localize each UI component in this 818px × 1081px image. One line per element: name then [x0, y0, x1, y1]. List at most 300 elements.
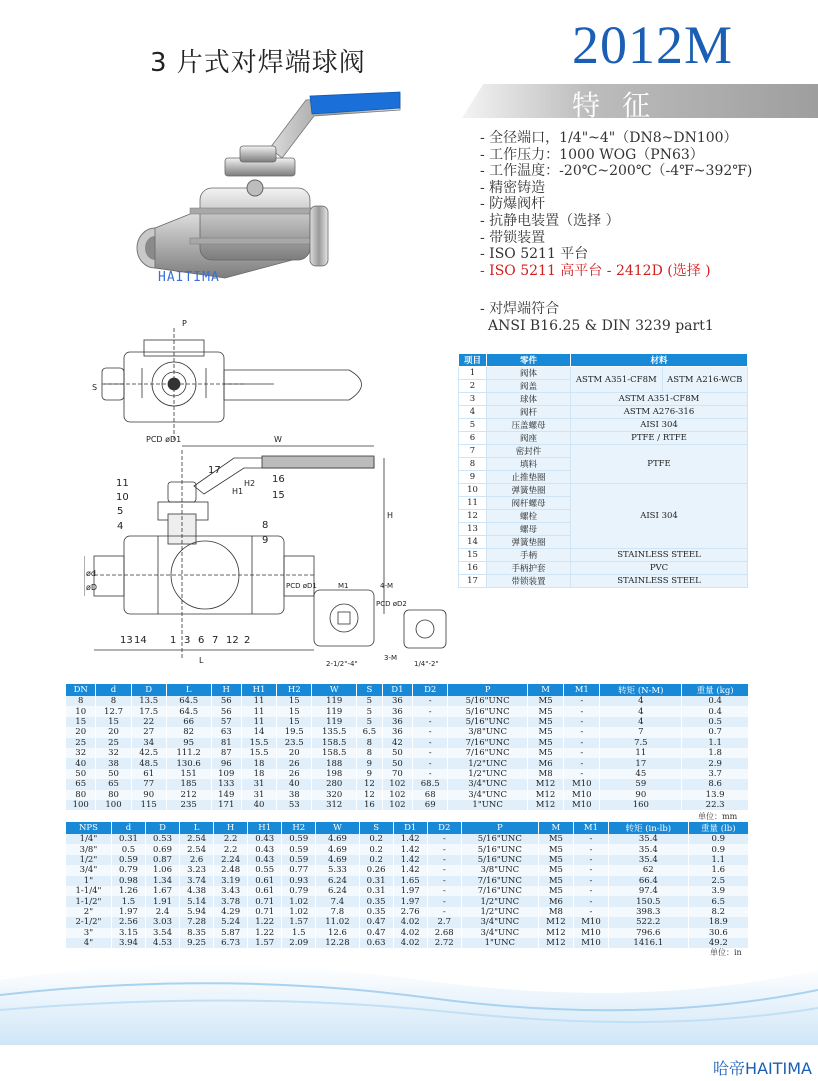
spec-cell: 5/16"UNC — [461, 844, 538, 854]
spec-cell: 32 — [66, 748, 96, 758]
spec-cell: 212 — [166, 790, 211, 800]
spec-cell: 38 — [96, 758, 131, 768]
spec-cell: 12.28 — [316, 938, 359, 948]
parts-name: 手柄护套 — [487, 562, 571, 575]
spec-cell: 5.87 — [214, 928, 248, 938]
parts-no: 5 — [459, 419, 487, 432]
spec-header: S — [359, 822, 393, 834]
spec-cell: 6.5 — [357, 727, 383, 737]
spec-cell: 25 — [96, 738, 131, 748]
spec-cell: 0.9 — [688, 844, 748, 854]
spec-cell: 80 — [66, 790, 96, 800]
parts-row — [459, 419, 748, 432]
parts-no: 2 — [459, 380, 487, 393]
spec-cell: 3.19 — [214, 876, 248, 886]
spec-cell: M12 — [527, 779, 563, 789]
features-list — [480, 130, 752, 335]
spec-cell: 8 — [66, 696, 96, 706]
technical-drawing — [84, 318, 454, 668]
spec-cell: 1/2"UNC — [448, 758, 528, 768]
parts-name: 螺母 — [487, 523, 571, 536]
spec-cell: 1.5 — [111, 896, 145, 906]
spec-cell: 4.69 — [316, 844, 359, 854]
spec-cell: 95 — [166, 738, 211, 748]
spec-header: 重量 (kg) — [682, 684, 748, 696]
spec-cell: 1/2"UNC — [448, 769, 528, 779]
spec-header: H2 — [277, 684, 312, 696]
page-title: 3 片式对焊端球阀 — [150, 48, 366, 78]
spec-cell: 4.02 — [393, 917, 427, 927]
spec-cell: - — [413, 717, 448, 727]
spec-cell: 102 — [382, 779, 412, 789]
callout-14: 14 — [134, 635, 147, 646]
spec-cell: M5 — [527, 706, 563, 716]
spec-cell: 0.87 — [145, 855, 179, 865]
footer-decoration — [0, 950, 818, 1045]
spec-cell: 198 — [312, 769, 357, 779]
spec-cell: 6.73 — [214, 938, 248, 948]
spec-cell: 0.43 — [248, 855, 282, 865]
spec-cell: M5 — [538, 855, 573, 865]
callout-16: 16 — [272, 474, 285, 485]
spec-cell: 3.54 — [145, 928, 179, 938]
spec-cell: 8 — [96, 696, 131, 706]
features-title: 特征 — [572, 89, 673, 122]
spec-cell: 4.02 — [393, 938, 427, 948]
parts-row — [459, 393, 748, 406]
spec-header: H1 — [241, 684, 276, 696]
spec-cell: 90 — [600, 790, 682, 800]
spec-cell: 16 — [357, 800, 383, 810]
dim-D: øD — [86, 583, 98, 592]
spec-cell: 7.4 — [316, 896, 359, 906]
dim-3m: 3-M — [384, 654, 398, 662]
spec-cell: 1/4" — [66, 834, 112, 844]
spec-cell: 3.78 — [214, 896, 248, 906]
parts-name: 球体 — [487, 393, 571, 406]
spec-cell: M12 — [527, 790, 563, 800]
spec-cell: 1-1/2" — [66, 896, 112, 906]
spec-cell: 133 — [211, 779, 241, 789]
spec-cell: 2.9 — [682, 758, 748, 768]
spec-cell: - — [427, 844, 461, 854]
spec-cell: 1.5 — [282, 928, 316, 938]
spec-cell: 61 — [131, 769, 166, 779]
callout-10: 10 — [116, 492, 129, 503]
spec-cell: 11 — [241, 717, 276, 727]
spec-cell: 0.35 — [359, 896, 393, 906]
parts-material: PTFE — [571, 445, 748, 484]
spec-cell: 50 — [96, 769, 131, 779]
spec-cell: M5 — [538, 844, 573, 854]
spec-cell: 2.24 — [214, 855, 248, 865]
callout-6: 6 — [198, 635, 205, 646]
spec-cell: 15 — [96, 717, 131, 727]
spec-cell: M10 — [573, 938, 608, 948]
parts-no: 10 — [459, 484, 487, 497]
spec-cell: 3.94 — [111, 938, 145, 948]
spec-cell: 3/8" — [66, 844, 112, 854]
spec-cell: 2.4 — [145, 907, 179, 917]
spec-cell: M8 — [538, 907, 573, 917]
spec-cell: 3/4"UNC — [448, 790, 528, 800]
callout-5: 5 — [117, 506, 124, 517]
parts-no: 3 — [459, 393, 487, 406]
spec-cell: 1416.1 — [609, 938, 689, 948]
spec-cell: 0.79 — [282, 886, 316, 896]
weld-spec — [480, 301, 752, 334]
spec-cell: 40 — [241, 800, 276, 810]
spec-cell: 0.9 — [688, 834, 748, 844]
spec-cell: 796.6 — [609, 928, 689, 938]
weld-spec-standard: ANSI B16.25 & DIN 3239 part1 — [488, 317, 714, 334]
spec-cell: 15 — [277, 696, 312, 706]
spec-row — [66, 769, 749, 779]
feature-item: - ISO 5211 平台 — [480, 246, 589, 263]
spec-cell: 0.77 — [282, 865, 316, 875]
spec-header: H1 — [248, 822, 282, 834]
spec-cell: M5 — [527, 738, 563, 748]
spec-cell: 0.98 — [111, 876, 145, 886]
spec-cell: 1.22 — [248, 928, 282, 938]
brand-logo-text: 哈帝HAITIMA — [713, 1059, 812, 1078]
spec-cell: M5 — [538, 865, 573, 875]
spec-cell: 66 — [166, 717, 211, 727]
spec-row — [66, 907, 749, 917]
parts-material: STAINLESS STEEL — [571, 549, 748, 562]
spec-cell: 7/16"UNC — [461, 876, 538, 886]
parts-material-b: ASTM A216-WCB — [662, 367, 747, 393]
spec-row — [66, 917, 749, 927]
spec-cell: 12.6 — [316, 928, 359, 938]
valve-photo — [130, 88, 410, 293]
spec-cell: 15 — [277, 717, 312, 727]
parts-material: STAINLESS STEEL — [571, 575, 748, 588]
spec-header: H — [214, 822, 248, 834]
spec-row — [66, 886, 749, 896]
callout-4: 4 — [117, 521, 124, 532]
parts-name: 密封件 — [487, 445, 571, 458]
spec-cell: M8 — [527, 769, 563, 779]
spec-cell: 11 — [241, 696, 276, 706]
spec-cell: 40 — [66, 758, 96, 768]
spec-cell: 158.5 — [312, 738, 357, 748]
spec-cell: M12 — [538, 938, 573, 948]
size-range-large: 2-1/2"-4" — [326, 660, 358, 668]
spec-row — [66, 717, 749, 727]
dim-h1: H1 — [232, 487, 244, 496]
spec-cell: 0.5 — [682, 717, 748, 727]
spec-cell: 2.68 — [427, 928, 461, 938]
spec-cell: 119 — [312, 696, 357, 706]
spec-cell: 1.42 — [393, 855, 427, 865]
parts-name: 填料 — [487, 458, 571, 471]
spec-cell: 50 — [382, 748, 412, 758]
spec-cell: 320 — [312, 790, 357, 800]
spec-cell: 3/4"UNC — [448, 779, 528, 789]
spec-cell: 3.9 — [688, 886, 748, 896]
feature-item: - 精密铸造 — [480, 179, 546, 196]
spec-cell: 0.63 — [359, 938, 393, 948]
spec-cell: - — [427, 876, 461, 886]
spec-cell: 3/4"UNC — [461, 928, 538, 938]
spec-cell: 10 — [66, 706, 96, 716]
spec-cell: 9.25 — [180, 938, 214, 948]
spec-cell: - — [564, 717, 600, 727]
spec-cell: 171 — [211, 800, 241, 810]
dim-w: W — [274, 435, 282, 444]
spec-cell: 11 — [241, 706, 276, 716]
spec-cell: 45 — [600, 769, 682, 779]
parts-name: 压盖螺母 — [487, 419, 571, 432]
spec-cell: 2.76 — [393, 907, 427, 917]
spec-cell: - — [573, 886, 608, 896]
parts-name: 阀杆 — [487, 406, 571, 419]
spec-cell: 185 — [166, 779, 211, 789]
spec-cell: 1.42 — [393, 844, 427, 854]
spec-cell: 100 — [96, 800, 131, 810]
spec-cell: 3.03 — [145, 917, 179, 927]
parts-no: 11 — [459, 497, 487, 510]
spec-header: W — [316, 822, 359, 834]
callout-9: 9 — [262, 535, 269, 546]
spec-cell: 36 — [382, 706, 412, 716]
spec-cell: 0.55 — [248, 865, 282, 875]
spec-cell: - — [564, 706, 600, 716]
spec-cell: 1.6 — [688, 865, 748, 875]
spec-header: 转矩 (in-lb) — [609, 822, 689, 834]
spec-row — [66, 855, 749, 865]
parts-name: 止推垫圈 — [487, 471, 571, 484]
parts-no: 8 — [459, 458, 487, 471]
spec-cell: 280 — [312, 779, 357, 789]
spec-header: L — [166, 684, 211, 696]
spec-cell: 20 — [96, 727, 131, 737]
spec-cell: 1.65 — [393, 876, 427, 886]
spec-cell: 4.29 — [214, 907, 248, 917]
spec-cell: 36 — [382, 717, 412, 727]
weld-spec-line: - 对焊端符合 — [480, 301, 560, 318]
parts-material: AISI 304 — [571, 484, 748, 549]
spec-cell: 9 — [357, 769, 383, 779]
spec-cell: - — [573, 907, 608, 917]
callout-7: 7 — [212, 635, 219, 646]
spec-cell: 14 — [241, 727, 276, 737]
spec-header: D1 — [393, 822, 427, 834]
spec-cell: 35.4 — [609, 844, 689, 854]
spec-cell: 3" — [66, 928, 112, 938]
parts-no: 14 — [459, 536, 487, 549]
spec-cell: - — [413, 769, 448, 779]
spec-cell: 0.5 — [111, 844, 145, 854]
spec-cell: 4.53 — [145, 938, 179, 948]
spec-cell: 20 — [277, 748, 312, 758]
spec-cell: M5 — [527, 717, 563, 727]
spec-cell: - — [564, 748, 600, 758]
size-range-small: 1/4"-2" — [414, 660, 439, 668]
parts-row — [459, 484, 748, 497]
parts-row — [459, 367, 748, 380]
spec-cell: 35.4 — [609, 834, 689, 844]
spec-cell: 8 — [357, 738, 383, 748]
unit-imperial: 单位：in — [710, 948, 742, 957]
spec-cell: 1.02 — [282, 907, 316, 917]
spec-cell: 49.2 — [688, 938, 748, 948]
spec-cell: 5.33 — [316, 865, 359, 875]
feature-item: - 带锁装置 — [480, 229, 546, 246]
spec-cell: 15.5 — [241, 748, 276, 758]
spec-row — [66, 834, 749, 844]
spec-header: W — [312, 684, 357, 696]
spec-cell: 109 — [211, 769, 241, 779]
dim-p: P — [182, 319, 187, 328]
spec-cell: 0.35 — [359, 907, 393, 917]
spec-cell: 25 — [66, 738, 96, 748]
spec-row — [66, 696, 749, 706]
spec-header: H — [211, 684, 241, 696]
spec-header: d — [96, 684, 131, 696]
spec-cell: 66.4 — [609, 876, 689, 886]
parts-row — [459, 406, 748, 419]
spec-cell: 1.8 — [682, 748, 748, 758]
spec-cell: 111.2 — [166, 748, 211, 758]
spec-row — [66, 758, 749, 768]
spec-cell: 96 — [211, 758, 241, 768]
callout-2: 2 — [244, 635, 251, 646]
parts-name: 阀盖 — [487, 380, 571, 393]
parts-row — [459, 549, 748, 562]
spec-cell: 9 — [357, 758, 383, 768]
spec-cell: 2.54 — [180, 844, 214, 854]
spec-table-metric — [65, 684, 748, 810]
spec-cell: 11 — [600, 748, 682, 758]
spec-cell: 1.1 — [682, 738, 748, 748]
spec-cell: 2.56 — [111, 917, 145, 927]
spec-cell: M12 — [527, 800, 563, 810]
spec-cell: 53 — [277, 800, 312, 810]
spec-cell: 50 — [66, 769, 96, 779]
spec-header: D — [145, 822, 179, 834]
feature-highlight: - ISO 5211 高平台 - 2412D (选择 ) — [480, 262, 711, 279]
spec-cell: 1.22 — [248, 917, 282, 927]
spec-cell: M10 — [573, 917, 608, 927]
spec-cell: 3/4" — [66, 865, 112, 875]
dim-l: L — [199, 656, 204, 665]
spec-cell: 3.74 — [180, 876, 214, 886]
spec-cell: - — [427, 886, 461, 896]
spec-row — [66, 727, 749, 737]
spec-cell: 0.61 — [248, 886, 282, 896]
spec-cell: 1.06 — [145, 865, 179, 875]
spec-cell: 80 — [96, 790, 131, 800]
spec-cell: M12 — [538, 928, 573, 938]
feature-item: - 抗静电装置（选择 ） — [480, 212, 620, 229]
parts-row — [459, 562, 748, 575]
spec-row — [66, 779, 749, 789]
spec-cell: 1-1/4" — [66, 886, 112, 896]
spec-cell: 1.42 — [393, 834, 427, 844]
parts-no: 9 — [459, 471, 487, 484]
spec-cell: 17.5 — [131, 706, 166, 716]
callout-13: 13 — [120, 635, 133, 646]
spec-cell: 26 — [277, 758, 312, 768]
spec-cell: - — [564, 738, 600, 748]
parts-no: 4 — [459, 406, 487, 419]
spec-header: M1 — [573, 822, 608, 834]
spec-header: NPS — [66, 822, 112, 834]
feature-item: - 工作压力：1000 WOG（PN63） — [480, 146, 704, 163]
spec-cell: 42.5 — [131, 748, 166, 758]
spec-cell: - — [573, 844, 608, 854]
spec-cell: 62 — [609, 865, 689, 875]
parts-material: PVC — [571, 562, 748, 575]
spec-cell: 5.94 — [180, 907, 214, 917]
spec-cell: 5/16"UNC — [461, 834, 538, 844]
spec-cell: 160 — [600, 800, 682, 810]
spec-cell: 0.47 — [359, 928, 393, 938]
spec-cell: 5 — [357, 717, 383, 727]
spec-cell: 0.59 — [111, 855, 145, 865]
spec-cell: 1"UNC — [461, 938, 538, 948]
spec-cell: M5 — [527, 748, 563, 758]
spec-cell: M10 — [564, 779, 600, 789]
parts-no: 1 — [459, 367, 487, 380]
spec-header: P — [448, 684, 528, 696]
spec-cell: 69 — [413, 800, 448, 810]
spec-cell: - — [413, 738, 448, 748]
spec-cell: M10 — [564, 800, 600, 810]
spec-cell: 4.69 — [316, 855, 359, 865]
spec-cell: 90 — [131, 790, 166, 800]
spec-cell: - — [427, 855, 461, 865]
spec-cell: 31 — [241, 790, 276, 800]
spec-header: M — [538, 822, 573, 834]
spec-cell: 13.5 — [131, 696, 166, 706]
spec-cell: 36 — [382, 727, 412, 737]
spec-cell: 2" — [66, 907, 112, 917]
spec-cell: 42 — [382, 738, 412, 748]
parts-header-part: 零件 — [487, 354, 571, 367]
spec-cell: 0.2 — [359, 855, 393, 865]
spec-cell: 26 — [277, 769, 312, 779]
spec-cell: 1.91 — [145, 896, 179, 906]
spec-cell: - — [427, 834, 461, 844]
spec-row — [66, 706, 749, 716]
spec-cell: 0.43 — [248, 844, 282, 854]
parts-no: 13 — [459, 523, 487, 536]
spec-cell: 0.61 — [248, 876, 282, 886]
spec-cell: 2.72 — [427, 938, 461, 948]
parts-name: 螺栓 — [487, 510, 571, 523]
dim-s: S — [92, 383, 98, 392]
spec-header: S — [357, 684, 383, 696]
parts-name: 带锁装置 — [487, 575, 571, 588]
spec-cell: - — [413, 706, 448, 716]
spec-cell: 5/16"UNC — [448, 717, 528, 727]
callout-17: 17 — [208, 465, 221, 476]
parts-row — [459, 432, 748, 445]
spec-cell: 3.43 — [214, 886, 248, 896]
spec-header: L — [180, 822, 214, 834]
spec-cell: M6 — [538, 896, 573, 906]
spec-cell: 0.79 — [111, 865, 145, 875]
spec-cell: 2.09 — [282, 938, 316, 948]
parts-material: PTFE / RTFE — [571, 432, 748, 445]
spec-header: d — [111, 822, 145, 834]
spec-row — [66, 790, 749, 800]
spec-cell: - — [564, 696, 600, 706]
unit-metric: 单位：mm — [698, 812, 738, 821]
